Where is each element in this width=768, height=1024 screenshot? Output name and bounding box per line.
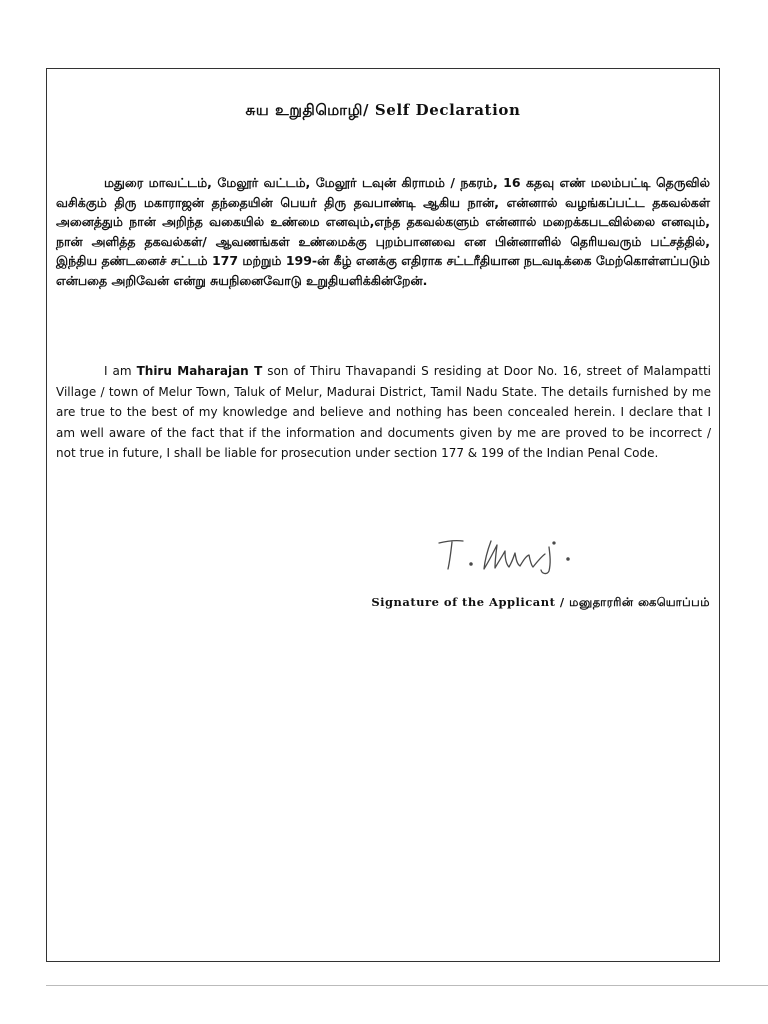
document-page <box>46 68 720 962</box>
signature-caption: Signature of the Applicant / மனுதாரரின் கையொப்பம் <box>371 595 710 609</box>
applicant-signature <box>433 531 593 577</box>
applicant-name: Thiru Maharajan T <box>136 364 263 378</box>
footer-divider <box>46 985 768 986</box>
english-paragraph-prefix: I am <box>104 364 137 378</box>
tamil-declaration-paragraph: மதுரை மாவட்டம், மேலூர் வட்டம், மேலூர் டவுன் கிராமம் / நகரம், 16 கதவு எண் மலம்பட்டி தெருவில் வசிக்கும் திரு மகாராஜன் தந்தையின் பெயர் திரு தவபாண்டி ஆகிய நான், என்னால் வழங்கப்பட்ட தகவல்கள் அனைத்தும் நான் அறிந்த வகையில் உண்மை எனவும்,எந்த தகவல்களும் என்னால் மறைக்கபடவில்லை எனவும், நான் அளித்த தகவல்கள்/ ஆவணங்கள் உண்மைக்கு புறம்பானவை என பின்னாளில் தெரியவரும் பட்சத்தில், இந்திய தண்டனைச் சட்டம் 177 மற்றும் 199-ன் கீழ் எனக்கு எதிராக சட்டரீதியான நடவடிக்கை மேற்கொள்ளப்படும் என்பதை அறிவேன் என்று சுயநினைவோடு உறுதியளிக்கின்றேன். <box>56 175 710 288</box>
english-declaration-paragraph <box>56 361 711 464</box>
english-paragraph-body: son of Thiru Thavapandi S residing at Door No. 16, street of Malampatti Village / town of Melur Town, Taluk of Melur, Madurai District, Tamil Nadu State. The details furnished by me are true to the best of my knowledge and believe and nothing has been concealed herein. I declare that I am well aware of the fact that if the information and documents given by me are proved to be incorrect / not true in future, I shall be liable for prosecution under section 177 & 199 of the Indian Penal Code. <box>56 364 712 460</box>
document-title: சுய உறுதிமொழி/ Self Declaration <box>245 101 521 119</box>
